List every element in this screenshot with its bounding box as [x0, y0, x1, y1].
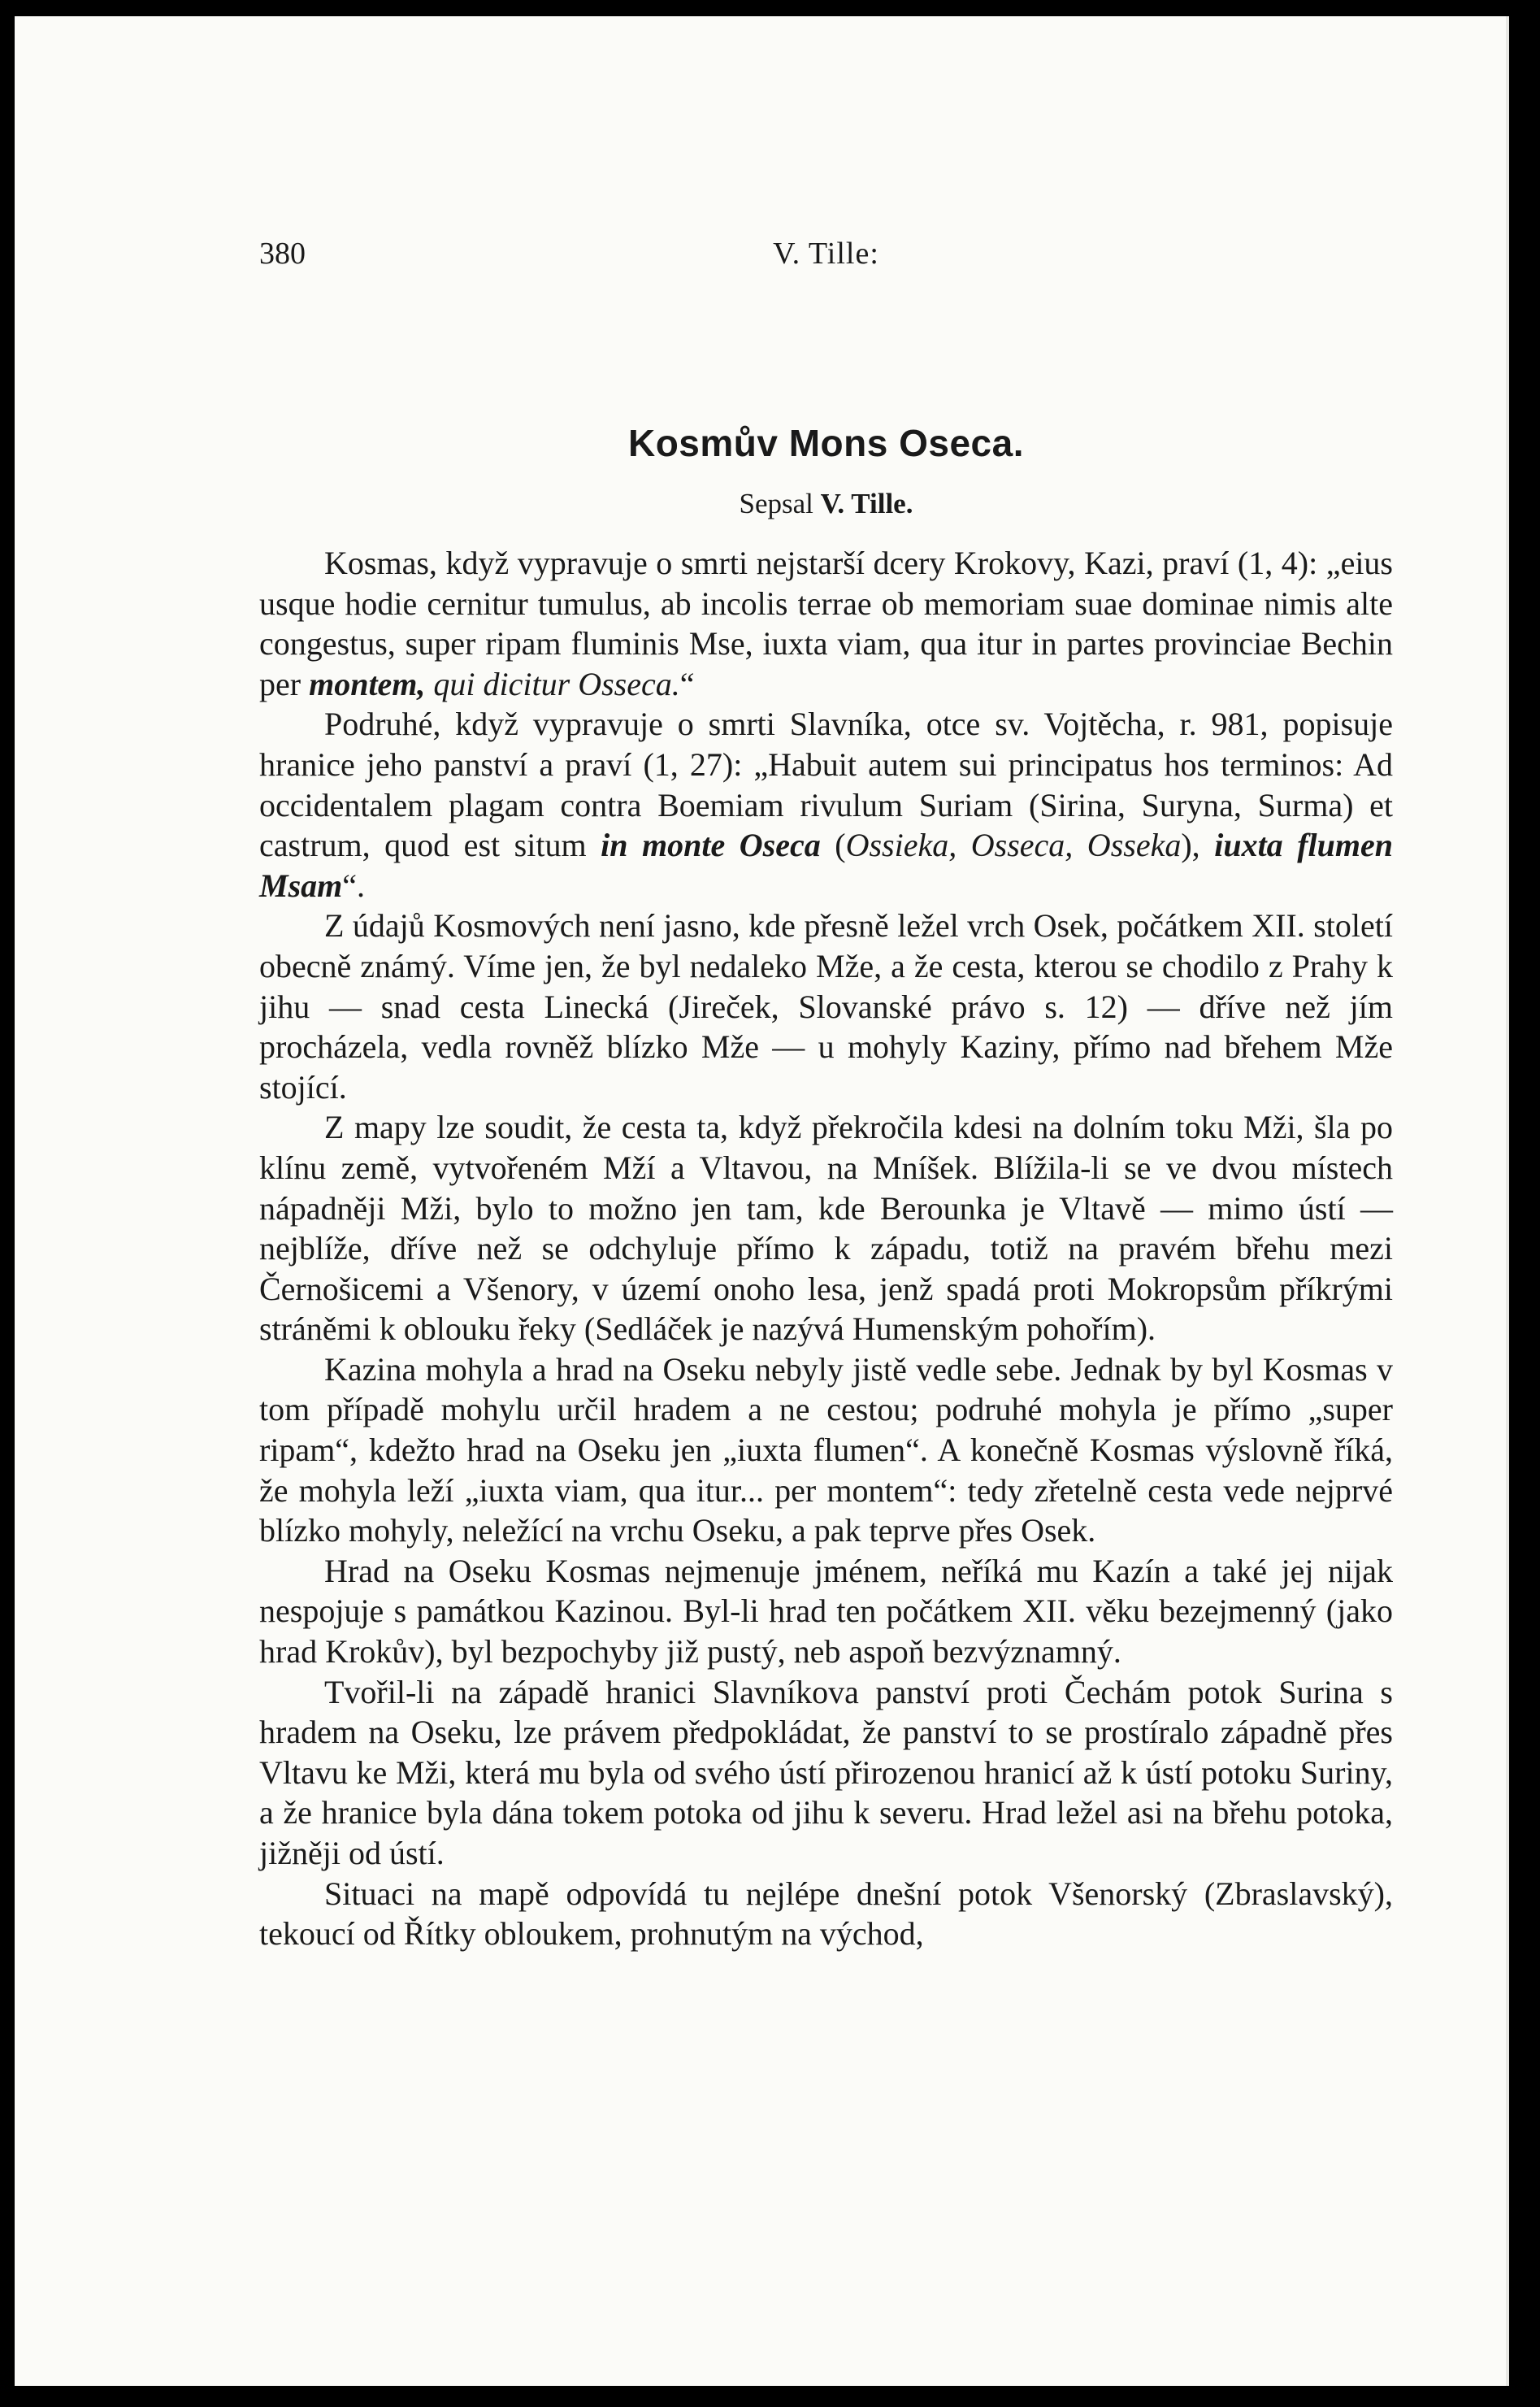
paragraph-text: qui dicitur Osseca. [433, 665, 680, 702]
paragraph-text: “. [342, 867, 366, 904]
paragraph-text: Situaci na mapě odpovídá tu nejlépe dnešní potok Všenorský (Zbraslavský), tekoucí od Řítky obloukem, prohnutým na východ, [259, 1875, 1393, 1953]
paragraph [259, 1107, 1393, 1349]
paragraph-text: ), [1181, 827, 1215, 864]
paragraph-text: Podruhé, když vypravuje o smrti Slavníka, otce sv. Vojtěcha, r. 981, popisuje hranice jeho panství a praví (1, 27): „Habuit autem sui principatus hos terminos: Ad occidentalem plagam contra Boemiam rivulum Suriam (Sirina, Suryna, Surma) et castrum, quod est situm [259, 706, 1393, 864]
paragraph [259, 543, 1393, 704]
paragraph-text: montem, [309, 665, 426, 702]
paragraph-text: Hrad na Oseku Kosmas nejmenuje jménem, neříká mu Kazín a také jej nijak nespojuje s památkou Kazinou. Byl-li hrad ten počátkem XII. věku bezejmenný (jako hrad Krokův), byl bezpochyby již pustý, neb aspoň bezvýznamný. [259, 1552, 1393, 1671]
paragraph-text [425, 666, 433, 702]
article-body [259, 543, 1393, 1954]
paragraph [259, 906, 1393, 1107]
paragraph-text: Z údajů Kosmových není jasno, kde přesně ležel vrch Osek, počátkem XII. století obecně známý. Víme jen, že byl nedaleko Mže, a že cesta, kterou se chodilo z Prahy k jihu — snad cesta Linecká (Jireček, Slovanské právo s. 12) — dříve než jím procházela, vedla rovněž blízko Mže — u mohyly Kaziny, přímo nad břehem Mže stojící. [259, 907, 1393, 1106]
paragraph-text: ( [820, 827, 846, 864]
paragraph-text: Z mapy lze soudit, že cesta ta, když překročila kdesi na dolním toku Mži, šla po klínu země, vytvořeném Mží a Vltavou, na Mníšek. Blížila-li se ve dvou místech nápadněji Mži, bylo to možno jen tam, kde Berounka je Vltavě — mimo ústí — nejblíže, dříve než se odchyluje přímo k západu, totiž na pravém břehu mezi Černošicemi a Všenory, v území onoho lesa, jenž spadá proti Mokropsům příkrými stráněmi k oblouku řeky (Sedláček je nazývá Humenským pohořím). [259, 1109, 1393, 1348]
byline-prefix: Sepsal [739, 488, 821, 519]
paragraph [259, 704, 1393, 906]
paragraph-text: Kazina mohyla a hrad na Oseku nebyly jistě vedle sebe. Jednak by byl Kosmas v tom případě mohylu určil hradem a ne cestou; podruhé mohyla je přímo „super ripam“, kdežto hrad na Oseku jen „iuxta flumen“. A konečně Kosmas výslovně říká, že mohyla leží „iuxta viam, qua itur... per montem“: tedy zřetelně cesta vede nejprvé blízko mohyly, neležící na vrchu Oseku, a pak teprve přes Osek. [259, 1350, 1393, 1549]
paragraph-text: Ossieka, Osseca, Osseka [845, 827, 1182, 864]
byline [259, 488, 1393, 520]
paragraph-text: in monte Oseca [601, 827, 821, 864]
paragraph [259, 1672, 1393, 1874]
text-block [259, 236, 1393, 1954]
paragraph [259, 1349, 1393, 1551]
running-head [259, 236, 1393, 285]
paragraph [259, 1874, 1393, 1954]
page-sheet [15, 16, 1509, 2386]
paragraph [259, 1551, 1393, 1672]
paragraph-text: iuxta flumen Msam [259, 827, 1394, 904]
running-title: V. Tille: [773, 237, 879, 271]
article-title: Kosmův Mons Oseca. [627, 422, 1025, 464]
page-number: 380 [259, 237, 306, 271]
byline-author: V. Tille. [820, 488, 913, 519]
paragraph-text: “ [679, 665, 695, 702]
paragraph-text: Tvořil-li na západě hranici Slavníkova panství proti Čechám potok Surina s hradem na Oseku, lze právem předpokládat, že panství to se prostíralo západně přes Vltavu ke Mži, která mu byla od svého ústí přirozenou hranicí až k ústí potoku Suriny, a že hranice byla dána tokem potoka od jihu k severu. Hrad ležel asi na břehu potoka, jižněji od ústí. [259, 1673, 1393, 1871]
paragraph-text: Kosmas, když vypravuje o smrti nejstarší dcery Krokovy, Kazi, praví (1, 4): „eius usque hodie cernitur tumulus, ab incolis terrae ob memoriam suae dominae nimis alte congestus, super ripam fluminis Mse, iuxta viam, qua itur in partes provinciae Bechin per [259, 545, 1393, 702]
